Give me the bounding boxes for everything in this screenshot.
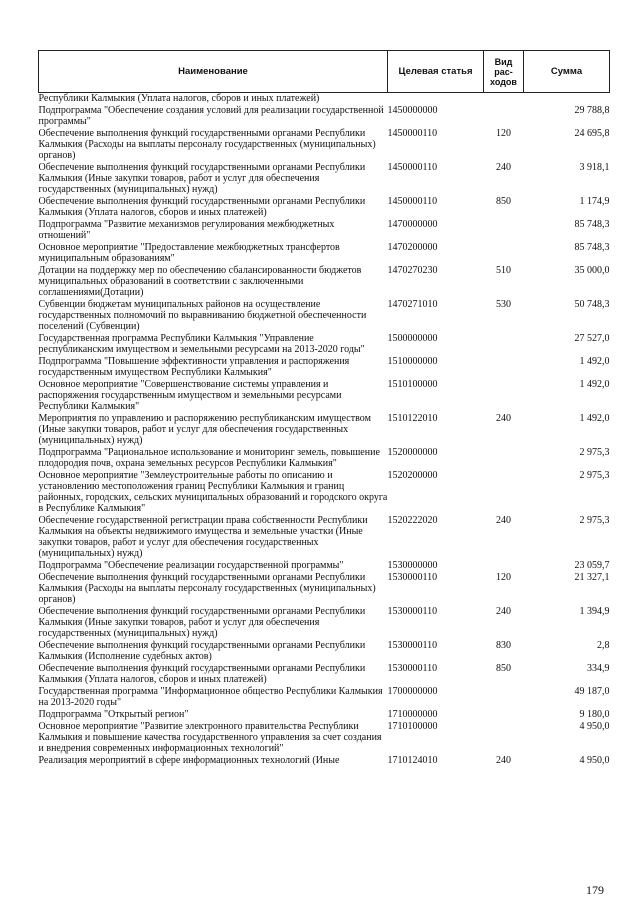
table-row [39,356,610,379]
row-expense-type [484,356,524,379]
row-target-code: 1530000110 [387,572,438,583]
row-expense-type [484,105,524,128]
row-target-code: 1500000000 [387,333,438,344]
header-name: Наименование [39,51,388,93]
row-target-code: 1520222020 [387,515,438,526]
table-row [39,470,610,515]
row-expense-type [484,242,524,265]
table-row [39,333,610,356]
row-expense-type: 240 [496,755,511,766]
table-row [39,606,610,640]
row-amount: 4 950,0 [579,755,610,766]
row-amount: 27 527,0 [574,333,610,344]
row-expense-type: 240 [496,606,511,617]
table-row [39,242,610,265]
row-amount: 3 918,1 [579,162,610,173]
row-name: Обеспечение выполнения функций государственными органами Республики Калмыкия (Расходы на выплаты персоналу государственных (муниципальных) органов) [38,128,376,161]
row-name: Обеспечение выполнения функций государственными органами Республики Калмыкия (Иные закупки товаров, работ и услуг для обеспечения государственных (муниципальных) нужд) [38,606,366,639]
table-row [39,265,610,299]
row-expense-type: 240 [496,413,511,424]
row-name: Обеспечение выполнения функций государственными органами Республики Калмыкия (Уплата налогов, сборов и иных платежей) [38,663,366,685]
row-expense-type [484,219,524,242]
row-name: Подпрограмма "Обеспечение реализации государственной программы" [38,560,344,571]
row-amount: 85 748,3 [574,219,610,230]
table-row [39,128,610,162]
table-row [39,755,610,767]
row-amount: 29 788,8 [574,105,610,116]
table-row [39,219,610,242]
table-body [39,93,610,768]
row-amount: 85 748,3 [574,242,610,253]
budget-table [38,50,610,767]
row-target-code: 1470200000 [387,242,438,253]
row-target-code: 1700000000 [387,686,438,697]
row-target-code: 1450000110 [387,196,438,207]
row-expense-type [484,470,524,515]
row-expense-type [484,560,524,572]
row-name: Подпрограмма "Открытый регион" [38,709,189,720]
row-amount [524,93,610,106]
row-target-code: 1470271010 [387,299,438,310]
row-amount: 334,9 [587,663,610,674]
table-row [39,721,610,755]
row-expense-type: 120 [496,128,511,139]
row-target-code: 1510100000 [387,379,438,390]
table-row [39,93,610,106]
row-name: Республики Калмыкия (Уплата налогов, сборов и иных платежей) [38,93,320,104]
row-amount: 1 492,0 [579,379,610,390]
header-sum: Сумма [524,51,610,93]
row-amount: 2 975,3 [579,470,610,481]
row-name: Дотации на поддержку мер по обеспечению сбалансированности бюджетов муниципальных образований в соответствии с заключенными соглашениями(Дотации) [38,265,362,298]
row-target-code: 1520200000 [387,470,438,481]
table-row [39,560,610,572]
header-vid-text: Вид рас-ходов [490,56,517,87]
row-name: Основное мероприятие "Развитие электронного правительства Республики Калмыкия и повышение качества государственного управления за счет создания и внедрения современных информационных технологий" [38,721,382,754]
row-expense-type: 850 [496,663,511,674]
row-expense-type: 240 [496,162,511,173]
row-amount: 49 187,0 [574,686,610,697]
row-target-code: 1470000000 [387,219,438,230]
row-expense-type: 530 [496,299,511,310]
row-amount: 4 950,0 [579,721,610,732]
table-row [39,572,610,606]
row-amount: 9 180,0 [579,709,610,720]
row-name: Обеспечение выполнения функций государственными органами Республики Калмыкия (Иные закупки товаров, работ и услуг для обеспечения государственных (муниципальных) нужд) [38,162,366,195]
row-amount: 21 327,1 [574,572,610,583]
row-amount: 2 975,3 [579,447,610,458]
row-name: Подпрограмма "Обеспечение создания условий для реализации государственной программы" [38,105,384,127]
row-expense-type: 240 [496,515,511,526]
row-name: Обеспечение выполнения функций государственными органами Республики Калмыкия (Исполнение судебных актов) [38,640,366,662]
row-name: Субвенции бюджетам муниципальных районов на осуществление государственных полномочий по выравниванию бюджетной обеспеченности поселений (Субвенции) [38,299,367,332]
row-target-code: 1530000110 [387,640,438,651]
table-row [39,709,610,721]
row-expense-type: 510 [496,265,511,276]
table-row [39,413,610,447]
row-target-code: 1710124010 [387,755,438,766]
row-target-code: 1710000000 [387,709,438,720]
row-amount: 50 748,3 [574,299,610,310]
row-name: Государственная программа "Информационное общество Республики Калмыкия на 2013-2020 годы" [38,686,383,708]
row-target-code: 1510122010 [387,413,438,424]
row-amount: 24 695,8 [574,128,610,139]
row-expense-type [484,93,524,106]
row-expense-type [484,721,524,755]
row-expense-type [484,333,524,356]
row-name: Основное мероприятие "Предоставление межбюджетных трансфертов муниципальным образованиям" [38,242,340,264]
table-row [39,299,610,333]
row-amount: 35 000,0 [574,265,610,276]
row-target-code: 1520000000 [387,447,438,458]
row-amount: 23 059,7 [574,560,610,571]
page-number: 179 [586,883,604,897]
row-amount: 2,8 [597,640,610,651]
row-name: Подпрограмма "Развитие механизмов регулирования межбюджетных отношений" [38,219,335,241]
row-expense-type [484,379,524,413]
row-target-code: 1530000110 [387,663,438,674]
row-name: Подпрограмма "Рациональное использование и мониторинг земель, повышение плодородия почв, охрана земельных ресурсов Республики Калмыкия" [38,447,380,469]
row-expense-type [484,709,524,721]
row-amount: 2 975,3 [579,515,610,526]
row-expense-type [484,447,524,470]
table-row [39,105,610,128]
row-name: Государственная программа Республики Калмыкия "Управление республиканским имуществом и земельными ресурсами на 2013-2020 годы" [38,333,365,355]
row-name: Основное мероприятие "Землеустроительные работы по описанию и установлению местоположения границ Республики Калмыкия и границ районных, городских, сельских муниципальных образований и городского округа в Республике Калмыкия" [38,470,388,514]
table-row [39,686,610,709]
row-name: Мероприятия по управлению и распоряжению республиканским имуществом (Иные закупки товаров, работ и услуг для обеспечения государственных (муниципальных) нужд) [38,413,371,446]
table-row [39,515,610,560]
row-name: Основное мероприятие "Совершенствование системы управления и распоряжения государственным имуществом и земельными ресурсами Республики Калмыкия" [38,379,342,412]
row-expense-type [484,686,524,709]
row-expense-type: 830 [496,640,511,651]
row-amount: 1 394,9 [579,606,610,617]
row-target-code: 1450000000 [387,105,438,116]
row-target-code [388,93,484,106]
row-target-code: 1510000000 [387,356,438,367]
table-row [39,663,610,686]
row-expense-type: 850 [496,196,511,207]
row-target-code: 1530000110 [387,606,438,617]
row-target-code: 1450000110 [387,128,438,139]
row-amount: 1 492,0 [579,413,610,424]
table-row [39,640,610,663]
table-row [39,162,610,196]
row-target-code: 1450000110 [387,162,438,173]
row-expense-type: 120 [496,572,511,583]
row-name: Обеспечение государственной регистрации права собственности Республики Калмыкия на объекты недвижимого имущества и земельные участки (Иные закупки товаров, работ и услуг для обеспечения государственных (муниципальных) нужд) [38,515,368,559]
table-row [39,379,610,413]
row-target-code: 1530000000 [387,560,438,571]
header-code: Целевая статья [388,51,484,93]
row-name: Обеспечение выполнения функций государственными органами Республики Калмыкия (Уплата налогов, сборов и иных платежей) [38,196,366,218]
row-name: Подпрограмма "Повышение эффективности управления и распоряжения государственным имуществом Республики Калмыкия" [38,356,350,378]
table-row [39,196,610,219]
row-target-code: 1470270230 [387,265,438,276]
row-name: Обеспечение выполнения функций государственными органами Республики Калмыкия (Расходы на выплаты персоналу государственных (муниципальных) органов) [38,572,376,605]
row-name: Реализация мероприятий в сфере информационных технологий (Иные [38,755,340,766]
row-target-code: 1710100000 [387,721,438,732]
row-amount: 1 492,0 [579,356,610,367]
header-vid [484,51,524,93]
row-amount: 1 174,9 [579,196,610,207]
table-header [39,51,610,93]
table-row [39,447,610,470]
